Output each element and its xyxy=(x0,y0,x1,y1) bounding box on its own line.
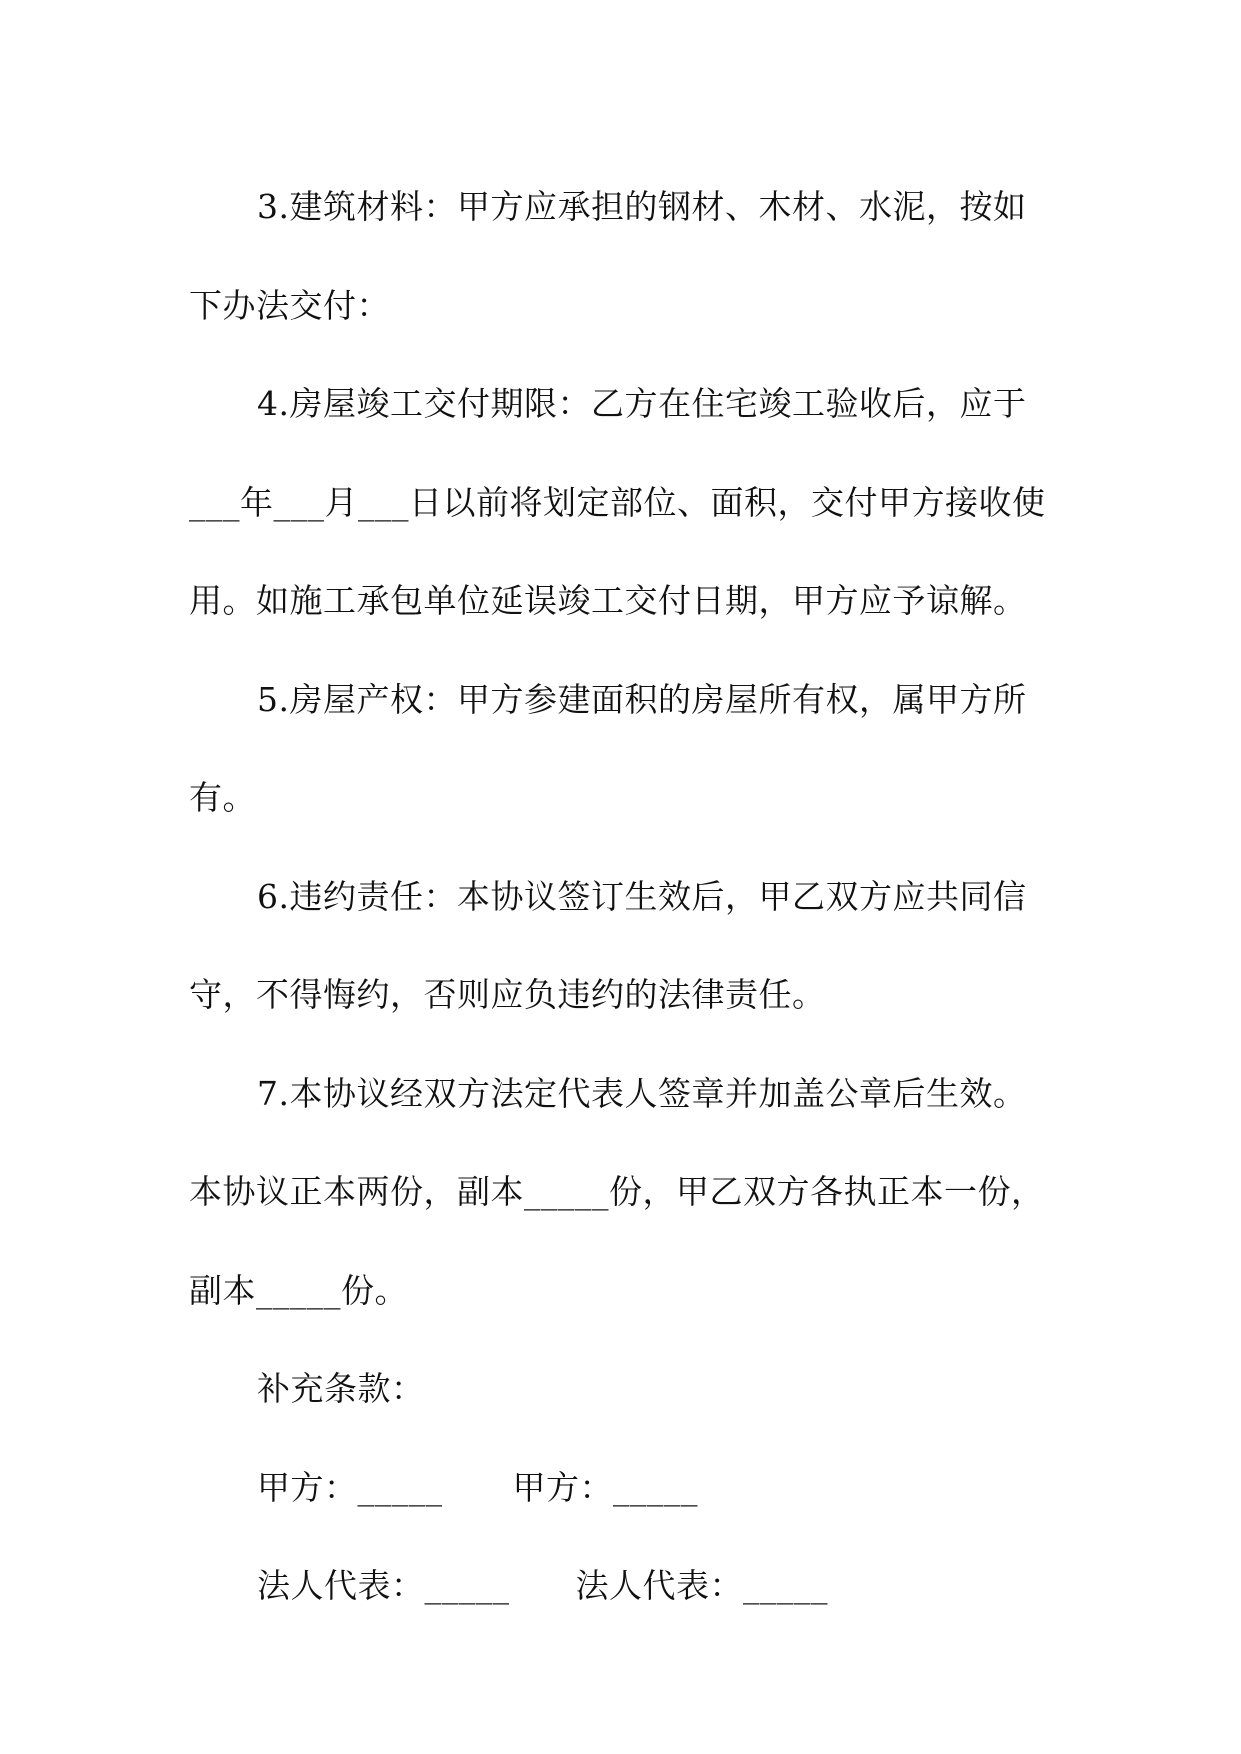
legal-rep-right-field: 法人代表：_____ xyxy=(575,1566,828,1605)
clause-6-breach-liability: 6.违约责任：本协议签订生效后，甲乙双方应共同信守，不得悔约，否则应负违约的法律责任。 xyxy=(189,876,1027,1014)
clause-7-effectiveness-copies: 7.本协议经双方法定代表人签章并加盖公章后生效。本协议正本两份，副本_____份，甲乙双方各执正本一份，副本_____份。 xyxy=(189,1073,1045,1310)
signature-legal-rep-line xyxy=(189,1537,1059,1636)
party-left-field: 甲方：_____ xyxy=(257,1467,443,1507)
supplementary-terms-label: 补充条款： xyxy=(257,1369,425,1408)
signature-party-line xyxy=(189,1439,1059,1538)
legal-rep-left-field: 法人代表：_____ xyxy=(257,1566,510,1605)
clause-3-building-materials: 3.建筑材料：甲方应承担的钢材、木材、水泥，按如下办法交付： xyxy=(189,187,1027,325)
clause-5-property-rights: 5.房屋产权：甲方参建面积的房屋所有权，属甲方所有。 xyxy=(189,679,1027,817)
clause-4-completion-deadline: 4.房屋竣工交付期限：乙方在住宅竣工验收后，应于___年___月___日以前将划定部位、面积，交付甲方接收使用。如施工承包单位延误竣工交付日期，甲方应予谅解。 xyxy=(189,384,1046,620)
party-right-field: 甲方：_____ xyxy=(512,1467,698,1507)
document-body xyxy=(189,158,1059,1636)
